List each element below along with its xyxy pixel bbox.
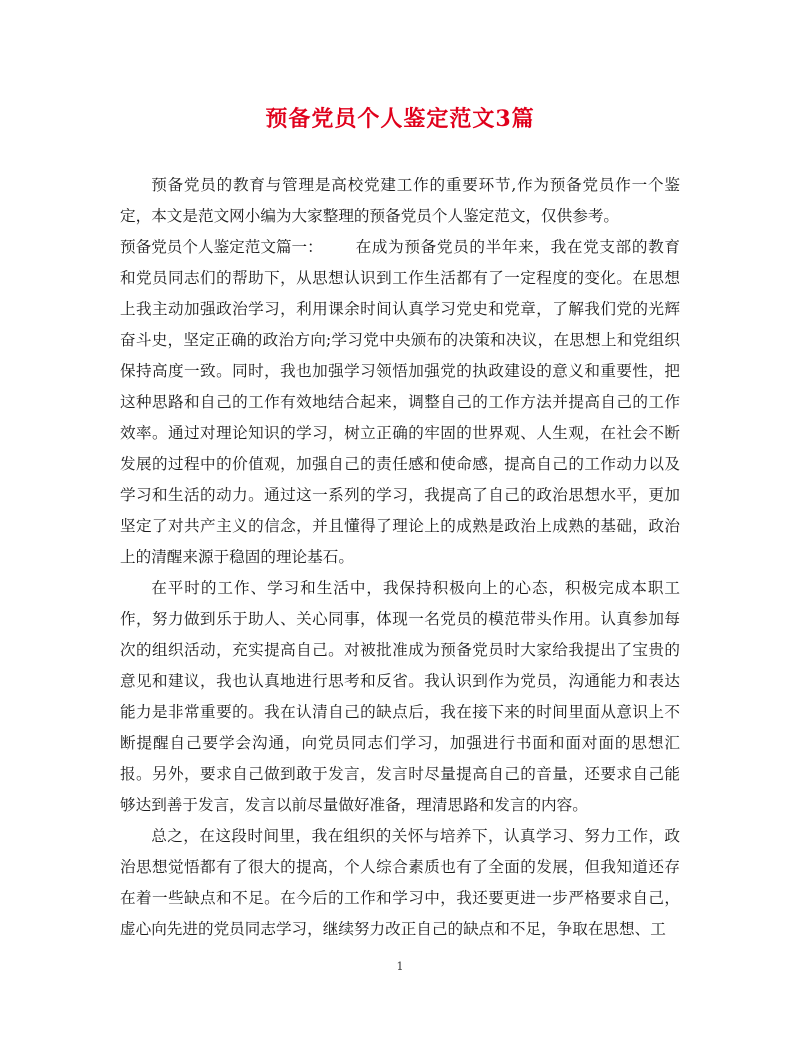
document-body (120, 170, 680, 945)
page-number: 1 (396, 960, 404, 973)
document-title: 预备党员个人鉴定范文3篇 (265, 106, 535, 132)
paragraph-two: 在平时的工作、学习和生活中，我保持积极向上的心态，积极完成本职工作，努力做到乐于助人、关心同事，体现一名党员的模范带头作用。认真参加每次的组织活动，充实提高自己。对被批准成为预备党员时大家给我提出了宝贵的意见和建议，我也认真地进行思考和反省。我认识到作为党员，沟通能力和表达能力是非常重要的。我在认清自己的缺点后，我在接下来的时间里面从意识上不断提醒自己要学会沟通，向党员同志们学习，加强进行书面和面对面的思想汇报。另外，要求自己做到敢于发言，发言时尽量提高自己的音量，还要求自己能够达到善于发言，发言以前尽量做好准备，理清思路和发言的内容。 (120, 579, 680, 814)
section-label: 预备党员个人鉴定范文篇一： (120, 238, 323, 256)
paragraph-one-text: 在成为预备党员的半年来，我在党支部的教育和党员同志们的帮助下，从思想认识到工作生活都有了一定程度的变化。在思想上我主动加强政治学习，利用课余时间认真学习党史和党章，了解我们党的光辉奋斗史，坚定正确的政治方向;学习党中央颁布的决策和决议，在思想上和党组织保持高度一致。同时，我也加强学习领悟加强党的执政建设的意义和重要性，把这种思路和自己的工作有效地结合起来，调整自己的工作方法并提高自己的工作效率。通过对理论知识的学习，树立正确的牢固的世界观、人生观，在社会不断发展的过程中的价值观，加强自己的责任感和使命感，提高自己的工作动力以及学习和生活的动力。通过这一系列的学习，我提高了自己的政治思想水平，更加坚定了对共产主义的信念，并且懂得了理论上的成熟是政治上成熟的基础，政治上的清醒来源于稳固的理论基石。 (120, 238, 680, 566)
intro-paragraph: 预备党员的教育与管理是高校党建工作的重要环节,作为预备党员作一个鉴定，本文是范文网小编为大家整理的预备党员个人鉴定范文，仅供参考。 (120, 176, 680, 225)
paragraph-three: 总之，在这段时间里，我在组织的关怀与培养下，认真学习、努力工作，政治思想觉悟都有了很大的提高，个人综合素质也有了全面的发展，但我知道还存在着一些缺点和不足。在今后的工作和学习中，我还要更进一步严格要求自己，虚心向先进的党员同志学习，继续努力改正自己的缺点和不足，争取在思想、工 (120, 827, 680, 938)
section-one-paragraph (120, 232, 680, 573)
